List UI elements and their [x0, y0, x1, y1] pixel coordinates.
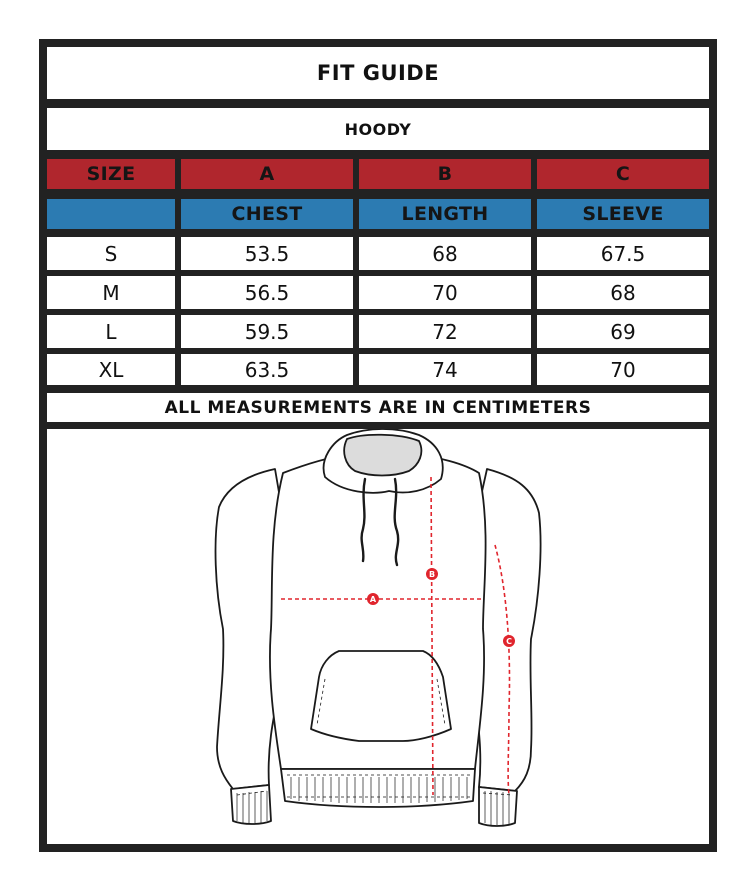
sleeve-marker-label: C	[506, 637, 512, 646]
header-blank	[47, 199, 175, 229]
header-sleeve: SLEEVE	[537, 199, 709, 229]
length-cell: 74	[359, 354, 531, 385]
sleeve-cell: 68	[537, 276, 709, 309]
header-b: B	[359, 159, 531, 189]
length-cell: 68	[359, 237, 531, 270]
size-cell: L	[47, 315, 175, 348]
chest-marker-label: A	[369, 595, 377, 604]
sleeve-cell: 69	[537, 315, 709, 348]
chest-cell: 53.5	[181, 237, 353, 270]
page-title: FIT GUIDE	[47, 47, 709, 99]
chest-cell: 56.5	[181, 276, 353, 309]
garment-name: HOODY	[47, 108, 709, 150]
size-cell: XL	[47, 354, 175, 385]
length-marker-label: B	[428, 570, 436, 579]
header-length: LENGTH	[359, 199, 531, 229]
sleeve-cell: 67.5	[537, 237, 709, 270]
chest-cell: 59.5	[181, 315, 353, 348]
chest-cell: 63.5	[181, 354, 353, 385]
hoody-illustration	[47, 429, 709, 844]
size-cell: M	[47, 276, 175, 309]
header-c: C	[537, 159, 709, 189]
length-cell: 72	[359, 315, 531, 348]
kangaroo-pocket	[311, 651, 451, 741]
hood-lining	[344, 435, 421, 476]
header-chest: CHEST	[181, 199, 353, 229]
sleeve-cell: 70	[537, 354, 709, 385]
header-size: SIZE	[47, 159, 175, 189]
fit-guide-frame	[39, 39, 717, 852]
size-cell: S	[47, 237, 175, 270]
units-note: ALL MEASUREMENTS ARE IN CENTIMETERS	[47, 393, 709, 422]
length-cell: 70	[359, 276, 531, 309]
header-a: A	[181, 159, 353, 189]
